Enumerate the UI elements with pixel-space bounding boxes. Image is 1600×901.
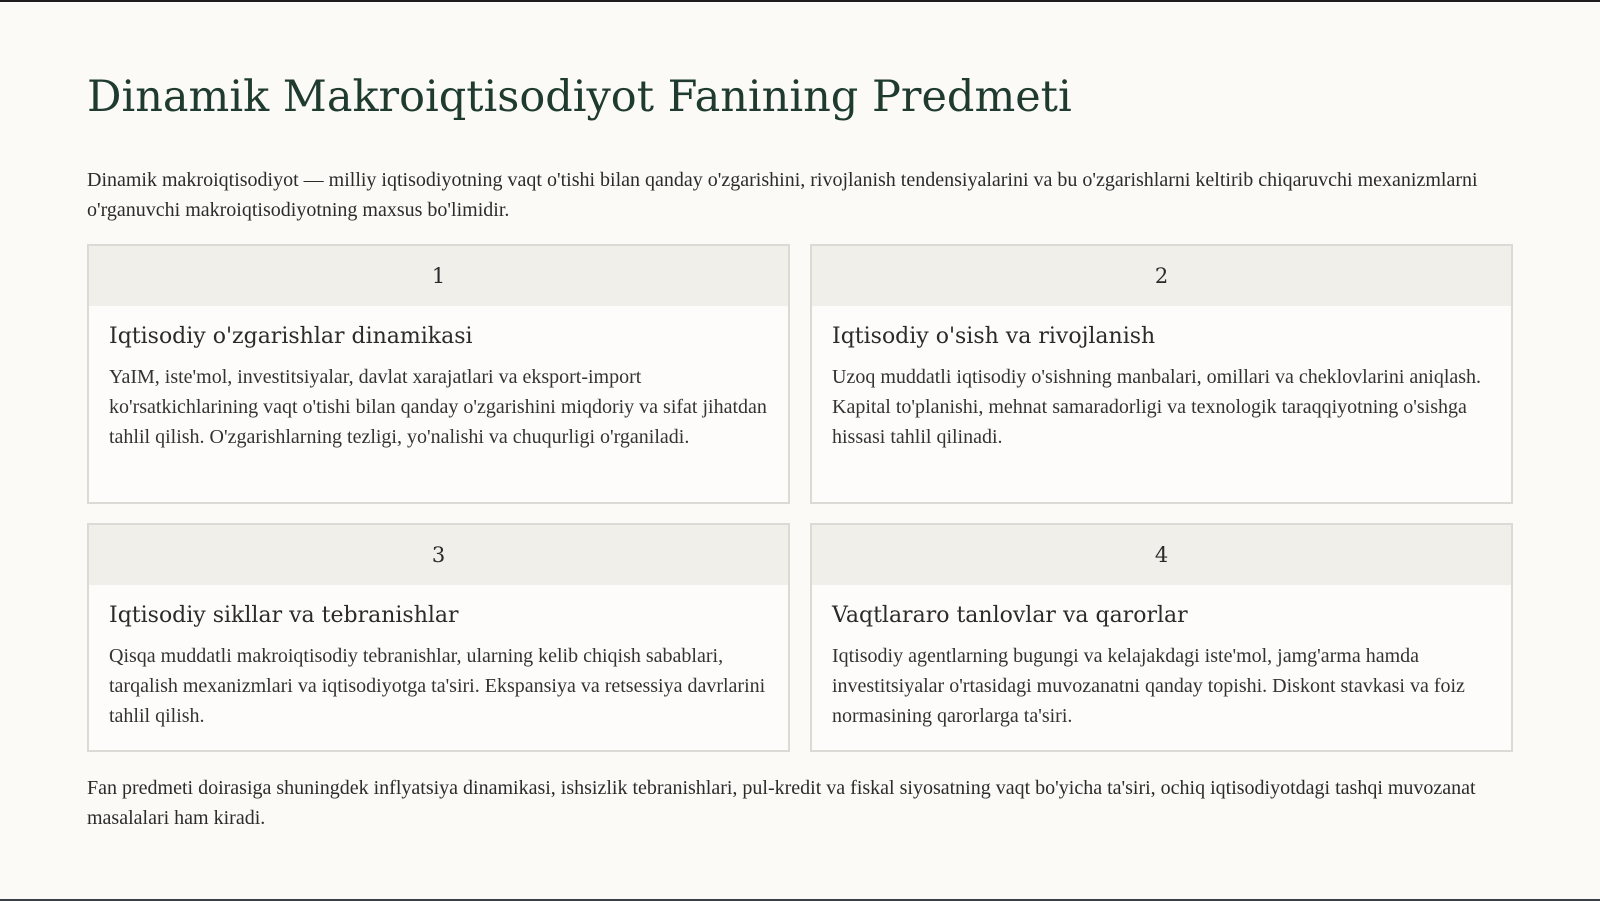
card-heading-1: Iqtisodiy o'zgarishlar dinamikasi: [109, 324, 473, 349]
card-body-1: [89, 306, 788, 452]
card-heading-2: Iqtisodiy o'sish va rivojlanish: [832, 324, 1156, 349]
card-heading-4: Vaqtlararo tanlovlar va qarorlar: [832, 603, 1188, 628]
topic-card-4: [810, 523, 1513, 752]
topic-card-2: [810, 244, 1513, 504]
outro-paragraph: Fan predmeti doirasiga shuningdek inflyatsiya dinamikasi, ishsizlik tebranishlari, pul-kredit va fiskal siyosatning vaqt bo'yicha ta'siri, ochiq iqtisodiyotdagi tashqi muvozanat masalalari ham kiradi.: [87, 777, 1476, 829]
card-text-1: YaIM, iste'mol, investitsiyalar, davlat xarajatlari va eksport-import ko'rsatkichlarining vaqt o'tishi bilan qanday o'zgarishini miqdoriy va sifat jihatdan tahlil qilish. O'zgarishlarning tezligi, yo'nalishi va chuqurligi o'rganiladi.: [109, 366, 767, 448]
intro-paragraph: Dinamik makroiqtisodiyot — milliy iqtisodiyotning vaqt o'tishi bilan qanday o'zgarishini, rivojlanish tendensiyalarini va bu o'zgarishlarni keltirib chiqaruvchi mexanizmlarni o'rganuvchi makroiqtisodiyotning maxsus bo'limidir.: [87, 169, 1478, 221]
card-text-2: Uzoq muddatli iqtisodiy o'sishning manbalari, omillari va cheklovlarini aniqlash. Kapital to'planishi, mehnat samaradorligi va texnologik taraqqiyotning o'sishga hissasi tahlil qilinadi.: [832, 366, 1482, 448]
topic-card-1: [87, 244, 790, 504]
topic-cards-grid: [87, 244, 1513, 752]
card-text-3: Qisqa muddatli makroiqtisodiy tebranishlar, ularning kelib chiqish sabablari, tarqalish mexanizmlari va iqtisodiyotga ta'siri. Ekspansiya va retsessiya davrlarini tahlil qilish.: [109, 645, 766, 727]
card-number-1: 1: [89, 246, 788, 306]
page-title: Dinamik Makroiqtisodiyot Fanining Predmeti: [87, 72, 1072, 122]
card-number-2: 2: [812, 246, 1511, 306]
card-number-4: 4: [812, 525, 1511, 585]
card-heading-3: Iqtisodiy sikllar va tebranishlar: [109, 603, 459, 628]
top-border: [0, 0, 1600, 2]
card-body-2: [812, 306, 1511, 452]
card-number-3: 3: [89, 525, 788, 585]
topic-card-3: [87, 523, 790, 752]
card-body-3: [89, 585, 788, 731]
card-text-4: Iqtisodiy agentlarning bugungi va kelajakdagi iste'mol, jamg'arma hamda investitsiyalar o'rtasidagi muvozanatni qanday topishi. Diskont stavkasi va foiz normasining qarorlarga ta'siri.: [832, 645, 1465, 727]
card-body-4: [812, 585, 1511, 731]
